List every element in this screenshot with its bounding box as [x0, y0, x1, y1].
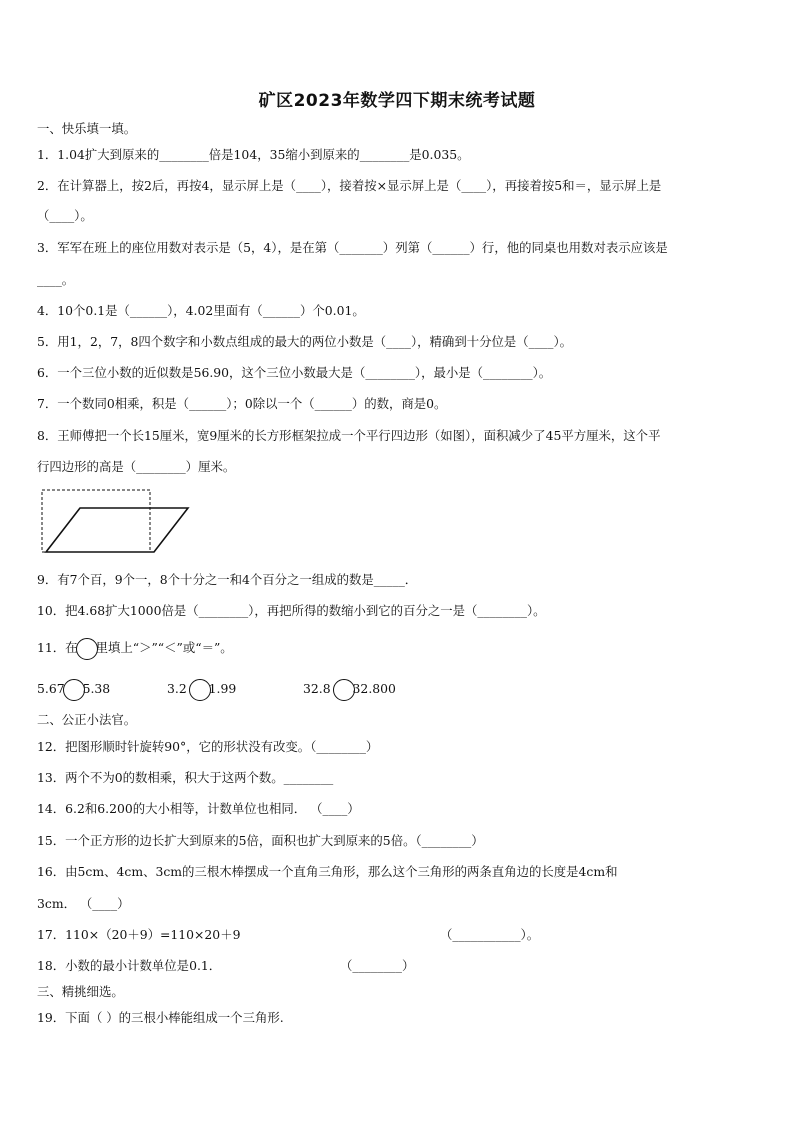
- question-18: 18．小数的最小计数单位是0.1．: [37, 958, 222, 973]
- comparison-item: [167, 678, 236, 701]
- comparison-right: 1.99: [208, 681, 237, 696]
- answer-circle-icon[interactable]: [333, 679, 355, 701]
- comparison-left: 32.8: [303, 681, 331, 696]
- page-title: 矿区2023年数学四下期末统考试题: [258, 91, 536, 111]
- answer-circle-icon[interactable]: [189, 679, 211, 701]
- question-2-line-2: （____）。: [37, 208, 93, 223]
- question-1: 1．1.04扩大到原来的________倍是104，35缩小到原来的________是0.035。: [37, 147, 470, 162]
- parallelogram-figure: [40, 488, 192, 556]
- parallelogram-shape: [46, 508, 188, 552]
- question-17-answer-blank[interactable]: （___________）。: [440, 927, 540, 942]
- original-rectangle-dashed: [42, 490, 150, 552]
- question-10: 10．把4.68扩大1000倍是（________），再把所得的数缩小到它的百分之一是（________）。: [37, 603, 546, 618]
- section-heading-3: 三、精挑细选。: [37, 984, 124, 999]
- compare-circle-icon: [76, 638, 98, 660]
- answer-circle-icon[interactable]: [63, 679, 85, 701]
- question-9: 9．有7个百，9个一，8个十分之一和4个百分之一组成的数是_____．: [37, 572, 418, 587]
- question-4: 4．10个0.1是（______），4.02里面有（______）个0.01。: [37, 303, 365, 318]
- question-6: 6．一个三位小数的近似数是56.90，这个三位小数最大是（________），最小是（________）。: [37, 365, 552, 380]
- question-13: 13．两个不为0的数相乘，积大于这两个数。________: [37, 770, 334, 785]
- question-11-prefix: 11．在: [37, 640, 78, 655]
- question-15: 15．一个正方形的边长扩大到原来的5倍，面积也扩大到原来的5倍。（________）: [37, 833, 484, 848]
- question-2-line-1: 2．在计算器上，按2后，再按4，显示屏上是（____），接着按×显示屏上是（____），再接着按5和＝，显示屏上是: [37, 178, 662, 193]
- question-3-line-1: 3．军军在班上的座位用数对表示是（5，4），是在第（_______）列第（______）行，他的同桌也用数对表示应该是: [37, 240, 668, 255]
- question-18-answer-blank[interactable]: （________）: [340, 958, 415, 973]
- question-8-line-1: 8．王师傅把一个长15厘米，宽9厘米的长方形框架拉成一个平行四边形（如图），面积减少了45平方厘米，这个平: [37, 428, 661, 443]
- question-7: 7．一个数同0相乘，积是（______）；0除以一个（______）的数，商是0。: [37, 396, 447, 411]
- question-19: 19．下面（ ）的三根小棒能组成一个三角形.: [37, 1010, 284, 1025]
- comparison-item: [303, 678, 396, 701]
- question-8-line-2: 行四边形的高是（________）厘米。: [37, 459, 236, 474]
- comparison-right: 32.800: [352, 681, 396, 696]
- question-12: 12．把图形顺时针旋转90°，它的形状没有改变。（________）: [37, 739, 379, 754]
- question-16-line-2: 3cm． （____）: [37, 896, 130, 911]
- question-11-suffix: 里填上“＞”“＜”或“＝”。: [95, 640, 233, 655]
- question-5: 5．用1，2，7，8四个数字和小数点组成的最大的两位小数是（____），精确到十分位是（____）。: [37, 334, 573, 349]
- comparison-left: 3.2: [167, 681, 187, 696]
- question-16-line-1: 16．由5cm、4cm、3cm的三根木棒摆成一个直角三角形，那么这个三角形的两条直角边的长度是4cm和: [37, 864, 618, 879]
- section-heading-2: 二、公正小法官。: [37, 712, 137, 727]
- comparison-item: [37, 678, 110, 701]
- comparison-left: 5.67: [37, 681, 65, 696]
- question-11: [37, 637, 233, 660]
- question-14: 14．6.2和6.200的大小相等，计数单位也相同． （____）: [37, 801, 360, 816]
- question-3-line-2: ____。: [37, 272, 75, 287]
- comparison-right: 5.38: [82, 681, 111, 696]
- question-17: 17．110×（20＋9）=110×20＋9: [37, 927, 241, 942]
- section-heading-1: 一、快乐填一填。: [37, 121, 137, 136]
